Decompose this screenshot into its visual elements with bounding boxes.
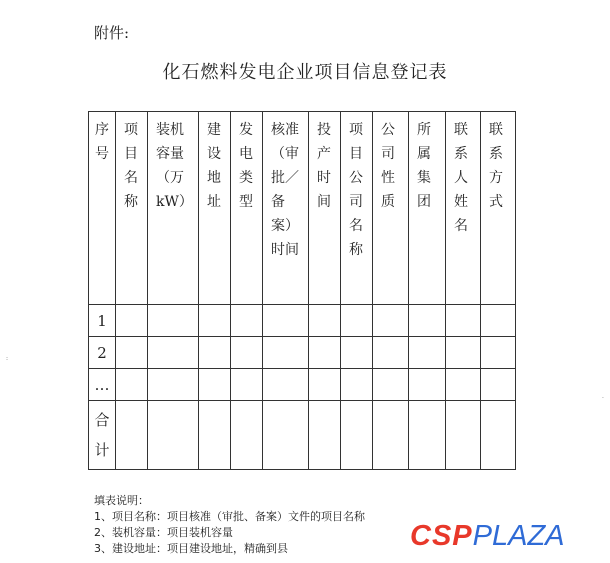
table-cell[interactable] — [481, 337, 516, 369]
table-cell[interactable] — [446, 305, 481, 337]
table-cell[interactable] — [116, 401, 148, 470]
header-cell-company-name: 项 目 公 司 名 称 — [341, 112, 373, 305]
header-cell-group: 所 属 集 团 — [409, 112, 446, 305]
table-cell[interactable] — [481, 401, 516, 470]
table-cell[interactable] — [263, 401, 309, 470]
table-cell[interactable] — [446, 337, 481, 369]
table-cell[interactable] — [373, 401, 409, 470]
filling-instructions — [94, 493, 365, 557]
header-row — [89, 112, 516, 305]
registration-table — [88, 111, 516, 470]
table-cell[interactable] — [116, 369, 148, 401]
table-cell[interactable] — [263, 337, 309, 369]
table-cell[interactable] — [116, 337, 148, 369]
note-item: 1、项目名称：项目核准（审批、备案）文件的项目名称 — [94, 510, 365, 523]
table-cell[interactable] — [341, 401, 373, 470]
header-cell-contact-name: 联 系 人 姓 名 — [446, 112, 481, 305]
table-cell[interactable] — [309, 401, 341, 470]
table-cell[interactable] — [199, 305, 231, 337]
header-cell-contact-info: 联 系 方 式 — [481, 112, 516, 305]
table-cell[interactable] — [341, 305, 373, 337]
scan-speck: : — [6, 355, 9, 362]
table-cell[interactable] — [409, 401, 446, 470]
note-item: 2、装机容量：项目装机容量 — [94, 526, 233, 539]
table-cell[interactable] — [446, 401, 481, 470]
header-cell-project-name: 项 目 名 称 — [116, 112, 148, 305]
table-cell[interactable] — [373, 369, 409, 401]
table-cell[interactable] — [116, 305, 148, 337]
row-number: 1 — [89, 305, 116, 337]
table-cell[interactable] — [148, 337, 199, 369]
table-cell[interactable] — [148, 369, 199, 401]
table-cell[interactable] — [231, 401, 263, 470]
header-cell-serial: 序 号 — [89, 112, 116, 305]
table-cell[interactable] — [341, 369, 373, 401]
table-cell[interactable] — [409, 369, 446, 401]
table-cell[interactable] — [481, 305, 516, 337]
watermark-csp-text: CSP — [410, 520, 473, 552]
table-row — [89, 305, 516, 337]
scan-speck: · — [602, 395, 604, 402]
header-cell-company-nature: 公 司 性 质 — [373, 112, 409, 305]
total-label: 合 计 — [89, 401, 116, 470]
table-cell[interactable] — [199, 369, 231, 401]
table-cell[interactable] — [373, 337, 409, 369]
watermark-logo — [410, 519, 565, 553]
attachment-label: 附件: — [94, 24, 130, 42]
table-cell[interactable] — [373, 305, 409, 337]
table-cell[interactable] — [148, 401, 199, 470]
table-cell[interactable] — [409, 305, 446, 337]
table-cell[interactable] — [231, 305, 263, 337]
table-row — [89, 369, 516, 401]
table-cell[interactable] — [309, 305, 341, 337]
table-cell[interactable] — [481, 369, 516, 401]
watermark-plaza-text: PLAZA — [472, 520, 565, 552]
document-title: 化石燃料发电企业项目信息登记表 — [162, 62, 448, 83]
header-cell-generation-type: 发 电 类 型 — [231, 112, 263, 305]
table-row — [89, 337, 516, 369]
table-cell[interactable] — [446, 369, 481, 401]
table-cell[interactable] — [341, 337, 373, 369]
table-cell[interactable] — [199, 401, 231, 470]
note-item: 3、建设地址：项目建设地址，精确到县 — [94, 542, 288, 555]
header-cell-operation-time: 投 产 时 间 — [309, 112, 341, 305]
table-cell[interactable] — [409, 337, 446, 369]
notes-heading: 填表说明： — [94, 494, 149, 507]
total-row — [89, 401, 516, 470]
table-cell[interactable] — [263, 305, 309, 337]
table-cell[interactable] — [231, 337, 263, 369]
table-cell[interactable] — [199, 337, 231, 369]
row-number: … — [89, 369, 116, 401]
table-cell[interactable] — [231, 369, 263, 401]
table-cell[interactable] — [148, 305, 199, 337]
table-cell[interactable] — [309, 369, 341, 401]
row-number: 2 — [89, 337, 116, 369]
header-cell-address: 建 设 地 址 — [199, 112, 231, 305]
table-cell[interactable] — [309, 337, 341, 369]
header-cell-capacity: 装机 容量 （万 kW） — [148, 112, 199, 305]
table-cell[interactable] — [263, 369, 309, 401]
header-cell-approval-time: 核准 （审 批／ 备 案） 时间 — [263, 112, 309, 305]
